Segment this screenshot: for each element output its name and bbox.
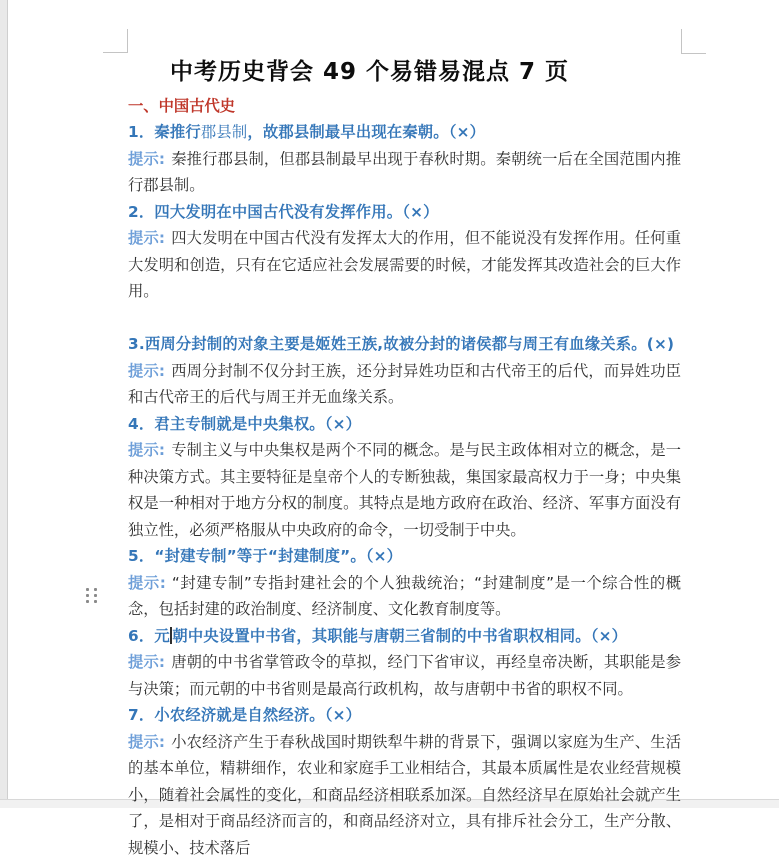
tip-label: 提示: [128,574,166,592]
tip-text: 专制主义与中央集权是两个不同的概念。是与民主政体相对立的概念，是一种决策方式。其主要特征是皇帝个人的专断独裁，集国家最高权力于一身；中央集权是一种相对于地方分权的制度。其特点是地方政府在政治、经济、军事方面没有独立性，必须严格服从中央政府的命令，一切受制于中央。 [128,441,681,539]
item-heading-text: 5．“封建专制”等于“封建制度”。（×） [128,547,402,565]
item-tip-5[interactable] [128,570,681,623]
tip-text: 小农经济产生于春秋战国时期铁犁牛耕的背景下，强调以家庭为生产、生活的基本单位，精耕细作，农业和家庭手工业相结合，其最本质属性是农业经营规模小，随着社会属性的变化，和商品经济相联系加深。自然经济早在原始社会就产生了，是相对于商品经济而言的，和商品经济对立，具有排斥社会分工，生产分散、规模小、技术落后 [128,733,681,857]
item-heading-text: 6．元 [128,627,170,645]
tip-label: 提示: [128,229,165,247]
tip-text: “封建专制”专指封建社会的个人独裁统治；“封建制度”是一个综合性的概念，包括封建的政治制度、经济制度、文化教育制度等。 [128,574,681,619]
text-boundary-corner-mark [103,52,128,53]
item-heading-4[interactable] [128,411,681,438]
paragraph-drag-handle-icon[interactable] [86,588,97,603]
tip-label: 提示: [128,653,165,671]
item-heading-5[interactable] [128,543,681,570]
item-heading-text: 7．小农经济就是自然经济。（×） [128,706,361,724]
tip-text: 四大发明在中国古代没有发挥太大的作用，但不能说没有发挥作用。任何重大发明和创造，只有在它适应社会发展需要的时候，才能发挥其改造社会的巨大作用。 [128,229,681,300]
tip-label: 提示: [128,150,165,168]
page-left-gutter [0,0,8,799]
text-boundary-corner-mark [681,53,706,54]
item-tip-6[interactable] [128,649,681,702]
document-title[interactable]: 中考历史背会 49 个易错易混点 7 页 [128,56,681,88]
item-heading-text: 4．君主专制就是中央集权。（×） [128,415,361,433]
tip-label: 提示: [128,733,165,751]
item-heading-text: 朝中央设置中书省，其职能与唐朝三省制的中书省职权相同。（×） [172,627,627,645]
text-boundary-corner-mark [127,29,128,53]
tip-text: 唐朝的中书省掌管政令的草拟，经门下省审议，再经皇帝决断，其职能是参与决策；而元朝的中书省则是最高行政机构，故与唐朝中书省的职权不同。 [128,653,681,698]
item-heading-7[interactable] [128,702,681,729]
tip-label: 提示: [128,362,165,380]
item-heading-2[interactable] [128,199,681,226]
item-tip-2[interactable] [128,225,681,305]
item-tip-3[interactable] [128,358,681,411]
items [128,119,681,861]
item-heading-3[interactable] [128,331,681,358]
tip-label: 提示: [128,441,165,459]
item-heading-text: 3.西周分封制的对象主要是姬姓王族,故被分封的诸侯都与周王有血缘关系。(×) [128,335,674,353]
item-heading-text: 2．四大发明在中国古代没有发挥作用。（×） [128,203,439,221]
blank-line [128,305,681,332]
item-tip-4[interactable] [128,437,681,543]
item-heading-6[interactable] [128,623,681,650]
text-boundary-corner-mark [681,29,682,54]
item-tip-1[interactable] [128,146,681,199]
item-tip-7[interactable] [128,729,681,861]
item-heading-text: 1．秦推行 [128,123,201,141]
item-heading-1[interactable] [128,119,681,146]
section-heading[interactable]: 一、中国古代史 [128,93,681,119]
item-heading-text: 郡县制 [201,123,248,141]
tip-text: 秦推行郡县制，但郡县制最早出现于春秋时期。秦朝统一后在全国范围内推行郡县制。 [128,150,681,195]
tip-text: 西周分封制不仅分封王族，还分封异姓功臣和古代帝王的后代，而异姓功臣和古代帝王的后代与周王并无血缘关系。 [128,362,681,407]
document-page [128,56,681,861]
item-heading-text: ，故郡县制最早出现在秦朝。（×） [247,123,485,141]
